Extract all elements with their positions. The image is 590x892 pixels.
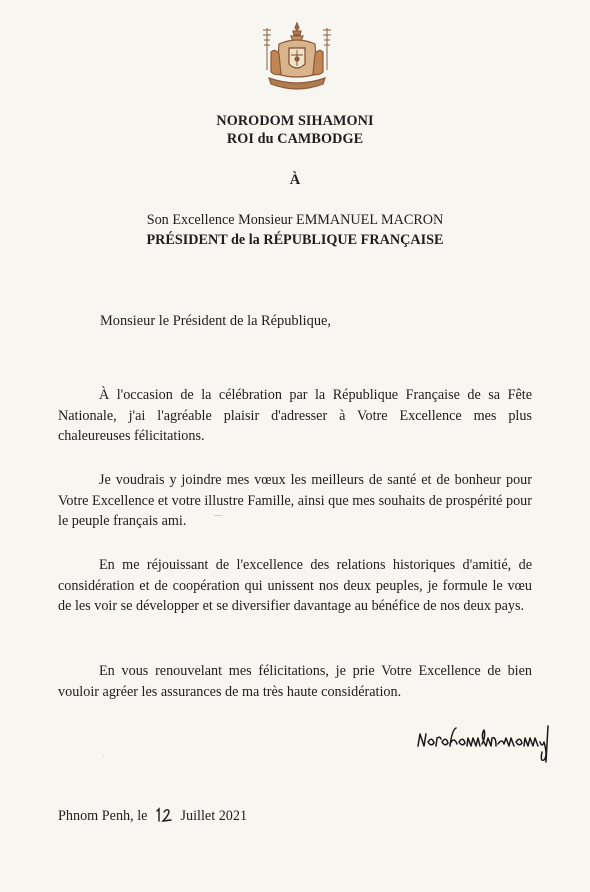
- svg-text:12: 12: [103, 756, 105, 757]
- sender-name: NORODOM SIHAMONI: [216, 113, 374, 129]
- recipient-title: PRÉSIDENT de la RÉPUBLIQUE FRANÇAISE: [146, 232, 444, 248]
- date-month-year: Juillet 2021: [180, 808, 248, 824]
- recipient-name: Son Excellence Monsieur EMMANUEL MACRON: [146, 212, 444, 228]
- body-paragraph: À l'occasion de la célébration par la République Française de sa Fête Nationale, j'ai l'agréable plaisir d'adresser à Votre Excellence mes plus chaleureuses félicitations.: [58, 387, 532, 445]
- royal-emblem-icon: [257, 22, 337, 96]
- addressee-prefix: À: [289, 172, 301, 188]
- body-paragraph: En vous renouvelant mes félicitations, je prie Votre Excellence de bien vouloir agréer les assurances de ma très haute considération.: [58, 663, 532, 700]
- sender-title: ROI du CAMBODGE: [226, 131, 364, 147]
- body-paragraph: Je voudrais y joindre mes vœux les meilleurs de santé et de bonheur pour Votre Excellence et votre illustre Famille, ainsi que mes souhaits de prospérité pour le peuple français ami.: [58, 472, 532, 530]
- salutation: Monsieur le Président de la République,: [100, 313, 332, 329]
- body-paragraph: En me réjouissant de l'excellence des relations historiques d'amitié, de considération et de coopération qui unissent nos deux peuples, je formule le vœu de les voir se développer et se diversifier davantage au bénéfice de nos deux pays.: [58, 557, 532, 615]
- place-prefix: Phnom Penh, le: [58, 808, 148, 824]
- svg-text:Norodom Sihamoni: Norodom Sihamoni: [214, 516, 222, 517]
- place-and-date: [58, 756, 248, 825]
